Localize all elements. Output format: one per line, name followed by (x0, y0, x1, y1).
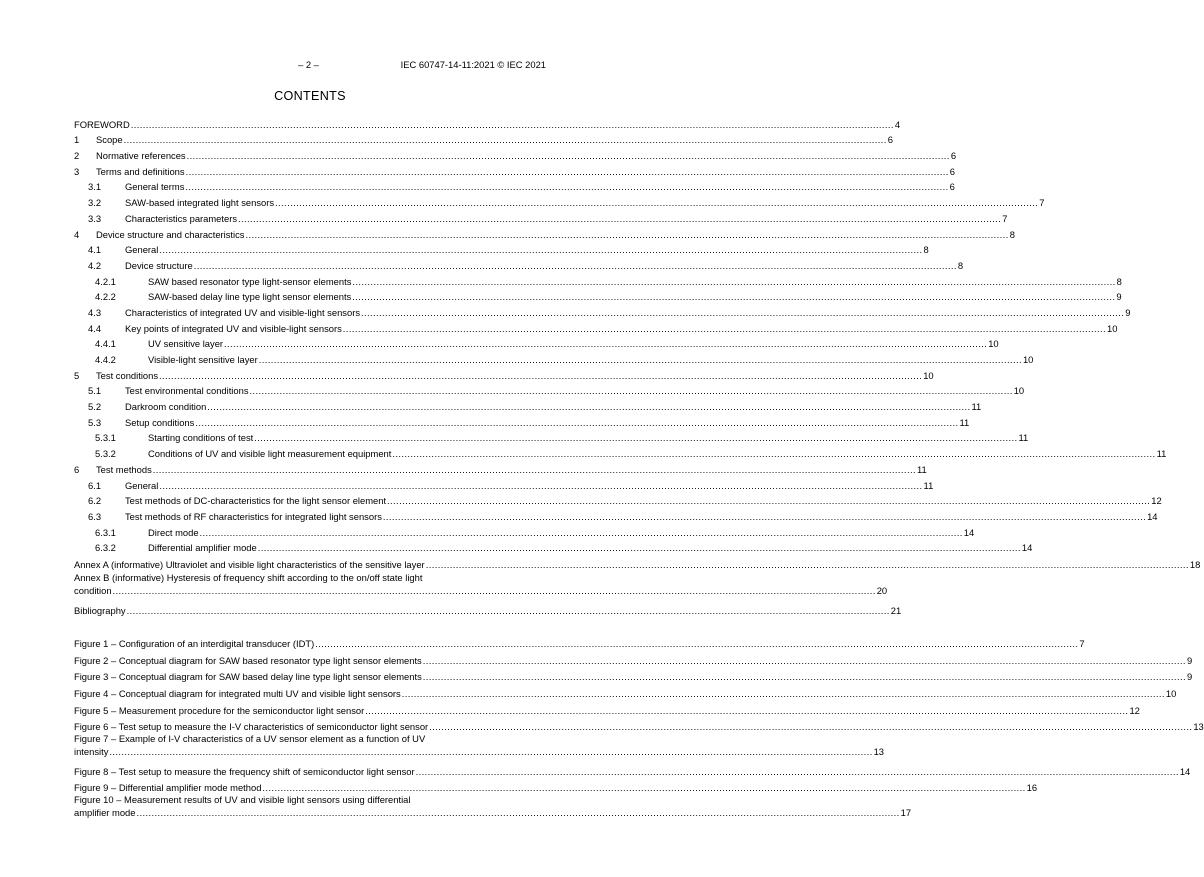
entry-title: Test methods (96, 463, 152, 475)
entry-page: 9 (1125, 306, 1131, 318)
section-gap (74, 616, 546, 633)
toc-entry[interactable] (74, 600, 902, 616)
page-number: – 2 – (298, 59, 319, 70)
toc-entry[interactable] (74, 240, 929, 256)
entry-page: 11 (916, 463, 927, 475)
entry-title: Figure 6 – Test setup to measure the I-V characteristics of semiconductor light sensor (74, 721, 429, 733)
entry-page: 11 (1018, 432, 1029, 444)
entry-page: 21 (890, 604, 902, 616)
entry-page: 14 (1147, 510, 1158, 522)
dot-leader: .............................................................................................................................................................................................................................................................. (352, 291, 1116, 303)
entry-title: Figure 2 – Conceptual diagram for SAW based resonator type light sensor elements (74, 654, 422, 666)
dot-leader: .............................................................................................................................................................................................................................................................. (159, 244, 923, 256)
figure-entry[interactable] (74, 666, 1193, 683)
entry-number: 5 (74, 369, 80, 381)
dot-leader: .............................................................................................................................................................................................................................................................. (262, 782, 1026, 794)
figure-entry[interactable] (74, 682, 1177, 699)
toc-entry[interactable] (74, 443, 1167, 460)
entry-number: 1 (74, 134, 80, 146)
entry-page: 14 (1179, 765, 1191, 777)
entry-number: 3.3 (88, 212, 102, 224)
entry-title: Test methods of RF characteristics for integrated light sensors (125, 510, 382, 522)
toc-entry[interactable] (74, 491, 1162, 507)
entry-page: 8 (923, 244, 929, 256)
entry-title: Setup conditions (125, 416, 195, 428)
entry-title: Device structure (125, 259, 193, 271)
dot-leader: .............................................................................................................................................................................................................................................................. (342, 322, 1106, 334)
entry-page: 10 (1165, 688, 1177, 699)
toc-entry[interactable] (74, 224, 1015, 240)
entry-number: 3 (74, 165, 80, 177)
entry-page: 10 (1106, 322, 1118, 334)
entry-title: Test environmental conditions (125, 385, 249, 397)
figure-entry[interactable] (74, 716, 1204, 733)
dot-leader: .............................................................................................................................................................................................................................................................. (245, 228, 1009, 240)
entry-title: Figure 10 – Measurement results of UV and visible light sensors using differential (74, 794, 411, 806)
entry-page: 17 (900, 807, 912, 819)
entry-page: 12 (1151, 495, 1162, 507)
entry-number: 5.3.1 (95, 432, 116, 444)
entry-number: 4.4.1 (95, 338, 116, 350)
entry-title: Bibliography (74, 604, 126, 616)
toc-entry[interactable] (74, 538, 1033, 554)
entry-page: 10 (988, 338, 999, 350)
dot-leader: .............................................................................................................................................................................................................................................................. (185, 181, 949, 193)
entry-title: SAW based resonator type light-sensor elements (148, 275, 352, 287)
dot-leader: .............................................................................................................................................................................................................................................................. (382, 510, 1147, 522)
entry-title: Darkroom condition (125, 401, 207, 413)
entry-title: Test conditions (96, 369, 159, 381)
toc-entry[interactable] (74, 192, 1045, 209)
dot-leader: .............................................................................................................................................................................................................................................................. (258, 354, 1022, 365)
entry-page: 20 (876, 584, 888, 596)
toc-entry[interactable] (74, 114, 901, 130)
entry-number: 4.1 (88, 244, 102, 256)
dot-leader: .............................................................................................................................................................................................................................................................. (152, 463, 916, 475)
entry-number: 4.3 (88, 306, 102, 318)
entry-page: 10 (1022, 354, 1034, 365)
entry-title: Figure 3 – Conceptual diagram for SAW based delay line type light sensor elements (74, 671, 422, 683)
entry-continuation (74, 806, 912, 819)
dot-leader: .............................................................................................................................................................................................................................................................. (224, 338, 988, 350)
entry-page: 8 (1116, 275, 1122, 287)
page-title: CONTENTS (274, 89, 346, 103)
dot-leader: .............................................................................................................................................................................................................................................................. (185, 165, 949, 177)
toc-entry[interactable] (74, 130, 893, 146)
entry-number: 5.3 (88, 416, 102, 428)
dot-leader: .............................................................................................................................................................................................................................................................. (193, 259, 957, 271)
dot-leader: .............................................................................................................................................................................................................................................................. (401, 688, 1165, 699)
page-header (0, 59, 620, 73)
entry-number: 4.4.2 (95, 354, 116, 365)
entry-page: 11 (959, 416, 970, 428)
dot-leader: .............................................................................................................................................................................................................................................................. (352, 275, 1116, 287)
dot-leader: .............................................................................................................................................................................................................................................................. (195, 416, 959, 428)
entry-title: Figure 1 – Configuration of an interdigital transducer (IDT) (74, 638, 315, 650)
entry-title: FOREWORD (74, 118, 130, 130)
toc-entry[interactable] (74, 365, 934, 381)
entry-title: Direct mode (148, 526, 199, 538)
entry-page: 11 (1156, 448, 1167, 460)
entry-page: 9 (1186, 654, 1193, 666)
table-of-contents (74, 114, 1204, 821)
entry-page: 6 (887, 134, 893, 146)
entry-page: 10 (923, 369, 934, 381)
figure-entry[interactable] (74, 633, 1085, 650)
entry-title: General (125, 479, 159, 491)
entry-number: 3.2 (88, 197, 102, 209)
entry-title: Test methods of DC-characteristics for the light sensor element (125, 495, 387, 507)
entry-number: 6 (74, 463, 80, 475)
figure-entry[interactable] (74, 760, 1191, 777)
toc-entry[interactable] (74, 302, 1131, 318)
entry-title-cont: amplifier mode (74, 807, 136, 819)
figure-entry[interactable] (74, 777, 1038, 794)
dot-leader: .............................................................................................................................................................................................................................................................. (159, 479, 923, 491)
entry-page: 7 (1079, 638, 1085, 650)
entry-title: Device structure and characteristics (96, 228, 245, 240)
dot-leader: .............................................................................................................................................................................................................................................................. (415, 765, 1179, 777)
entry-title: Figure 5 – Measurement procedure for the semiconductor light sensor (74, 704, 365, 716)
dot-leader: .............................................................................................................................................................................................................................................................. (429, 721, 1193, 733)
entry-number: 6.2 (88, 495, 102, 507)
entry-title: Key points of integrated UV and visible-light sensors (125, 322, 342, 334)
entry-number: 4.4 (88, 322, 102, 334)
entry-number: 6.3 (88, 510, 102, 522)
toc-entry[interactable] (74, 145, 957, 162)
dot-leader: .............................................................................................................................................................................................................................................................. (254, 432, 1018, 444)
entry-page: 10 (1013, 385, 1025, 397)
toc-entry[interactable] (74, 255, 964, 271)
entry-title: Figure 9 – Differential amplifier mode method (74, 782, 262, 794)
dot-leader: .............................................................................................................................................................................................................................................................. (159, 369, 923, 381)
entry-number: 5.2 (88, 401, 102, 413)
toc-entry[interactable] (74, 571, 888, 596)
toc-entry[interactable] (74, 161, 955, 177)
entry-continuation (74, 584, 888, 596)
entry-number: 6.3.2 (95, 542, 116, 554)
toc-entry[interactable] (74, 334, 999, 350)
figure-entry[interactable] (74, 649, 1193, 666)
toc-entry[interactable] (74, 428, 1029, 444)
toc-entry[interactable] (74, 318, 1118, 334)
entry-page: 16 (1026, 782, 1038, 794)
document-reference: IEC 60747-14-11:2021 © IEC 2021 (400, 59, 546, 70)
figure-entry[interactable] (74, 699, 1140, 716)
entry-number: 5.3.2 (95, 448, 116, 460)
entry-page: 14 (963, 526, 975, 538)
entry-title: Normative references (96, 150, 186, 162)
entry-number: 6.1 (88, 479, 102, 491)
entry-number: 4 (74, 228, 80, 240)
entry-page: 12 (1129, 704, 1140, 716)
entry-page: 9 (1116, 291, 1122, 303)
entry-title: Scope (96, 134, 123, 146)
toc-entry[interactable] (74, 522, 975, 538)
dot-leader: .............................................................................................................................................................................................................................................................. (425, 558, 1189, 570)
entry-number: 3.1 (88, 181, 102, 193)
entry-page: 7 (1039, 197, 1045, 209)
dot-leader: .............................................................................................................................................................................................................................................................. (422, 671, 1186, 683)
toc-entry[interactable] (74, 506, 1158, 522)
entry-page: 7 (1002, 212, 1008, 224)
entry-title: Characteristics of integrated UV and visible-light sensors (125, 306, 361, 318)
entry-title: Annex A (informative) Ultraviolet and visible light characteristics of the sensitive layer (74, 558, 425, 570)
dot-leader: .............................................................................................................................................................................................................................................................. (199, 526, 963, 538)
entry-number: 2 (74, 150, 80, 162)
dot-leader: .............................................................................................................................................................................................................................................................. (130, 118, 894, 130)
entry-title: General (125, 244, 159, 256)
toc-entry[interactable] (74, 475, 934, 491)
dot-leader: .............................................................................................................................................................................................................................................................. (361, 306, 1125, 318)
dot-leader: .............................................................................................................................................................................................................................................................. (257, 542, 1021, 554)
entry-title: Visible-light sensitive layer (148, 354, 258, 365)
dot-leader: .............................................................................................................................................................................................................................................................. (422, 654, 1186, 666)
entry-title-cont: condition (74, 584, 112, 596)
entry-number: 4.2 (88, 259, 102, 271)
dot-leader: .............................................................................................................................................................................................................................................................. (186, 150, 950, 162)
entry-title: Starting conditions of test (148, 432, 254, 444)
figure-entry[interactable] (74, 794, 912, 819)
dot-leader: .............................................................................................................................................................................................................................................................. (238, 212, 1002, 224)
entry-title: Figure 8 – Test setup to measure the frequency shift of semiconductor light sensor (74, 765, 415, 777)
entry-number: 4.2.1 (95, 275, 116, 287)
entry-page: 6 (949, 165, 955, 177)
toc-entry[interactable] (74, 554, 1201, 570)
dot-leader: .............................................................................................................................................................................................................................................................. (392, 448, 1156, 460)
entry-page: 13 (873, 746, 885, 758)
entry-page: 4 (894, 118, 901, 130)
entry-title-cont: intensity (74, 746, 109, 758)
entry-title: SAW-based integrated light sensors (125, 197, 275, 209)
dot-leader: .............................................................................................................................................................................................................................................................. (387, 495, 1151, 507)
toc-entry[interactable] (74, 459, 927, 475)
entry-page: 11 (971, 401, 982, 413)
entry-title: Conditions of UV and visible light measurement equipment (148, 448, 392, 460)
entry-page: 8 (1009, 228, 1015, 240)
dot-leader: .............................................................................................................................................................................................................................................................. (315, 638, 1079, 650)
toc-entry[interactable] (74, 349, 1034, 365)
dot-leader: .............................................................................................................................................................................................................................................................. (249, 385, 1013, 397)
toc-entry[interactable] (74, 287, 1122, 303)
entry-title: Characteristics parameters (125, 212, 238, 224)
entry-title: General terms (125, 181, 185, 193)
entry-page: 6 (950, 150, 957, 162)
toc-entry[interactable] (74, 396, 982, 413)
toc-entry[interactable] (74, 177, 955, 193)
dot-leader: .............................................................................................................................................................................................................................................................. (207, 401, 971, 413)
entry-number: 5.1 (88, 385, 102, 397)
entry-title: Terms and definitions (96, 165, 185, 177)
toc-entry[interactable] (74, 208, 1008, 224)
entry-title: UV sensitive layer (148, 338, 224, 350)
dot-leader: .............................................................................................................................................................................................................................................................. (365, 704, 1129, 716)
dot-leader: .............................................................................................................................................................................................................................................................. (112, 584, 876, 596)
entry-page: 13 (1193, 721, 1204, 733)
entry-title: Figure 7 – Example of I-V characteristics of a UV sensor element as a function of UV (74, 733, 426, 745)
dot-leader: .............................................................................................................................................................................................................................................................. (136, 807, 900, 819)
entry-page: 18 (1189, 558, 1201, 570)
entry-title: Differential amplifier mode (148, 542, 257, 554)
entry-title: Annex B (informative) Hysteresis of frequency shift according to the on/off state light (74, 571, 423, 583)
toc-entry[interactable] (74, 412, 970, 428)
figure-entry[interactable] (74, 733, 885, 758)
toc-entry[interactable] (74, 381, 1025, 397)
entry-number: 4.2.2 (95, 291, 116, 303)
entry-title: SAW-based delay line type light sensor elements (148, 291, 352, 303)
entry-page: 14 (1021, 542, 1033, 554)
entry-page: 8 (957, 259, 964, 271)
entry-number: 6.3.1 (95, 526, 116, 538)
dot-leader: .............................................................................................................................................................................................................................................................. (123, 134, 887, 146)
toc-entry[interactable] (74, 271, 1122, 287)
dot-leader: .............................................................................................................................................................................................................................................................. (109, 746, 873, 758)
dot-leader: .............................................................................................................................................................................................................................................................. (126, 604, 890, 616)
entry-title: Figure 4 – Conceptual diagram for integrated multi UV and visible light sensors (74, 688, 401, 699)
entry-page: 11 (923, 479, 934, 491)
entry-page: 6 (949, 181, 955, 193)
entry-page: 9 (1186, 671, 1193, 683)
entry-continuation (74, 745, 885, 758)
dot-leader: .............................................................................................................................................................................................................................................................. (275, 197, 1039, 209)
